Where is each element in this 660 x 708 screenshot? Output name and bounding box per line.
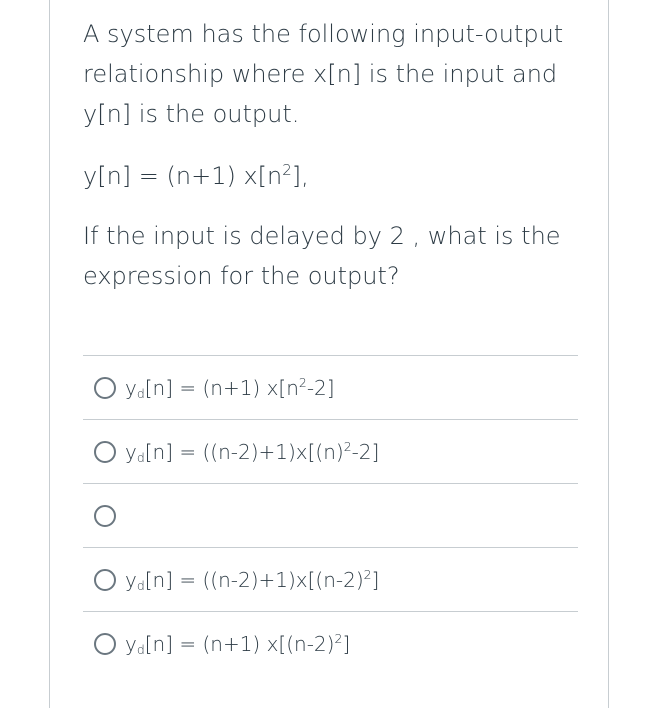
formula-exponent: 2 <box>282 161 292 180</box>
answer-text: [n] = (n+1) x[(n-2) <box>144 631 335 656</box>
answer-label <box>125 568 379 592</box>
answer-text: ] <box>371 567 380 592</box>
question-text: A system has the following input-output relationship where x[n] is the input and y[n] is the output. <box>83 20 564 128</box>
answer-text: y <box>125 439 137 464</box>
answer-text: y <box>125 567 137 592</box>
answer-text: [n] = ((n-2)+1)x[(n) <box>144 439 344 464</box>
answer-option-5[interactable] <box>83 611 578 675</box>
radio-button[interactable] <box>94 441 116 463</box>
question-formula <box>83 156 583 196</box>
answer-exponent: 2 <box>334 631 343 647</box>
answer-subscript: d <box>136 641 145 657</box>
answer-exponent: 2 <box>363 567 372 583</box>
question-prompt: If the input is delayed by 2 , what is the expression for the output? <box>83 222 561 290</box>
answer-subscript: d <box>136 577 145 593</box>
radio-button[interactable] <box>94 377 116 399</box>
answer-option-3[interactable] <box>83 483 578 547</box>
answer-list <box>83 355 578 675</box>
answer-text: -2] <box>306 375 335 400</box>
answer-label <box>125 632 350 656</box>
answer-subscript: d <box>136 449 145 465</box>
question-card <box>49 0 609 708</box>
answer-subscript: d <box>136 385 145 401</box>
answer-exponent: 2 <box>298 375 307 391</box>
answer-label <box>125 440 379 464</box>
answer-option-2[interactable] <box>83 419 578 483</box>
answer-text: y <box>125 375 137 400</box>
answer-text: [n] = (n+1) x[n <box>144 375 299 400</box>
answer-option-1[interactable] <box>83 355 578 419</box>
answer-option-4[interactable] <box>83 547 578 611</box>
answer-text: -2] <box>351 439 380 464</box>
radio-button[interactable] <box>94 505 116 527</box>
formula-suffix: ], <box>291 162 309 190</box>
answer-label <box>125 376 335 400</box>
answer-text: [n] = ((n-2)+1)x[(n-2) <box>144 567 364 592</box>
radio-button[interactable] <box>94 633 116 655</box>
radio-button[interactable] <box>94 569 116 591</box>
formula-main: y[n] = (n+1) x[n <box>83 162 283 190</box>
answer-text: ] <box>342 631 351 656</box>
answer-exponent: 2 <box>343 439 352 455</box>
answer-text: y <box>125 631 137 656</box>
